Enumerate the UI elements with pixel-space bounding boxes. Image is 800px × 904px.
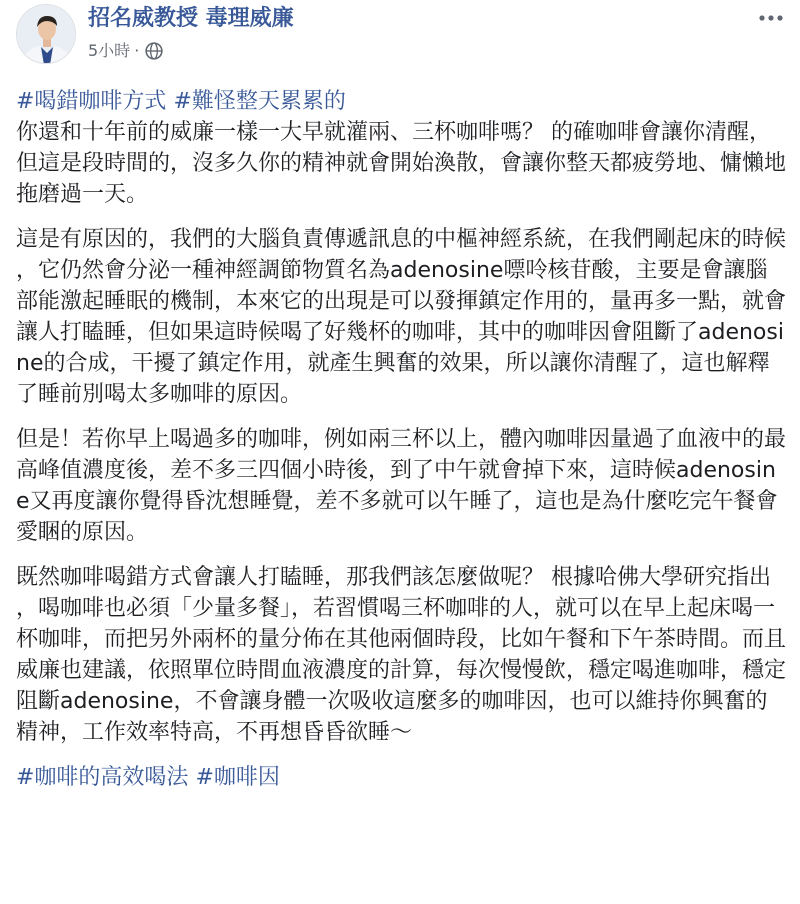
paragraph-2: 這是有原因的，我們的大腦負責傳遞訊息的中樞神經系統，在我們剛起床的時候，它仍然會分泌一種神經調節物質名為adenosine嘌呤核苷酸，主要是會讓腦部能激起睡眠的機制，本來它的出現是可以發揮鎮定作用的，量再多一點，就會讓人打瞌睡，但如果這時候喝了好幾杯的咖啡，其中的咖啡因會阻斷了adenosine的合成，干擾了鎮定作用，就產生興奮的效果，所以讓你清醒了，這也解釋了睡前別喝太多咖啡的原因。 [16,227,787,407]
post-meta [88,40,163,62]
post-time[interactable]: 5小時 [88,41,131,60]
paragraph-3: 但是！若你早上喝過多的咖啡，例如兩三杯以上，體內咖啡因量過了血液中的最高峰值濃度後，差不多三四個小時後，到了中午就會掉下來，這時候adenosine又再度讓你覺得昏沈想睡覺，差不多就可以午睡了，這也是為什麼吃完午餐會愛睏的原因。 [16,427,787,545]
paragraph-1: 你還和十年前的威廉一樣一大早就灌兩、三杯咖啡嗎？ 的確咖啡會讓你清醒，但這是段時間的，沒多久你的精神就會開始渙散，會讓你整天都疲勞地、慵懶地拖磨過一天。 [16,120,787,207]
avatar-image [17,5,76,64]
hashtag-link[interactable]: #喝錯咖啡方式 [16,89,167,114]
avatar[interactable] [16,4,76,64]
more-options-icon[interactable] [756,6,786,30]
post-header [0,0,800,78]
hashtag-link[interactable]: #難怪整天累累的 [173,89,346,114]
hashtags-top [16,86,788,117]
hashtag-link[interactable]: #咖啡因 [195,765,280,790]
meta-separator: · [134,41,140,60]
paragraph-4: 既然咖啡喝錯方式會讓人打瞌睡，那我們該怎麼做呢？ 根據哈佛大學研究指出，喝咖啡也必須「少量多餐」，若習慣喝三杯咖啡的人，就可以在早上起床喝一杯咖啡，而把另外兩杯的量分佈在其他兩個時段，比如午餐和下午茶時間。而且威廉也建議，依照單位時間血液濃度的計算，每次慢慢飲，穩定喝進咖啡，穩定阻斷adenosine，不會讓身體一次吸收這麼多的咖啡因，也可以維持你興奮的精神，工作效率特高，不再想昏昏欲睡～ [16,565,787,745]
post-body [16,86,788,793]
globe-icon [145,42,163,60]
hashtags-bottom [16,762,788,793]
hashtag-link[interactable]: #咖啡的高效喝法 [16,765,189,790]
author-name[interactable]: 招名威教授 毒理威廉 [88,6,294,31]
